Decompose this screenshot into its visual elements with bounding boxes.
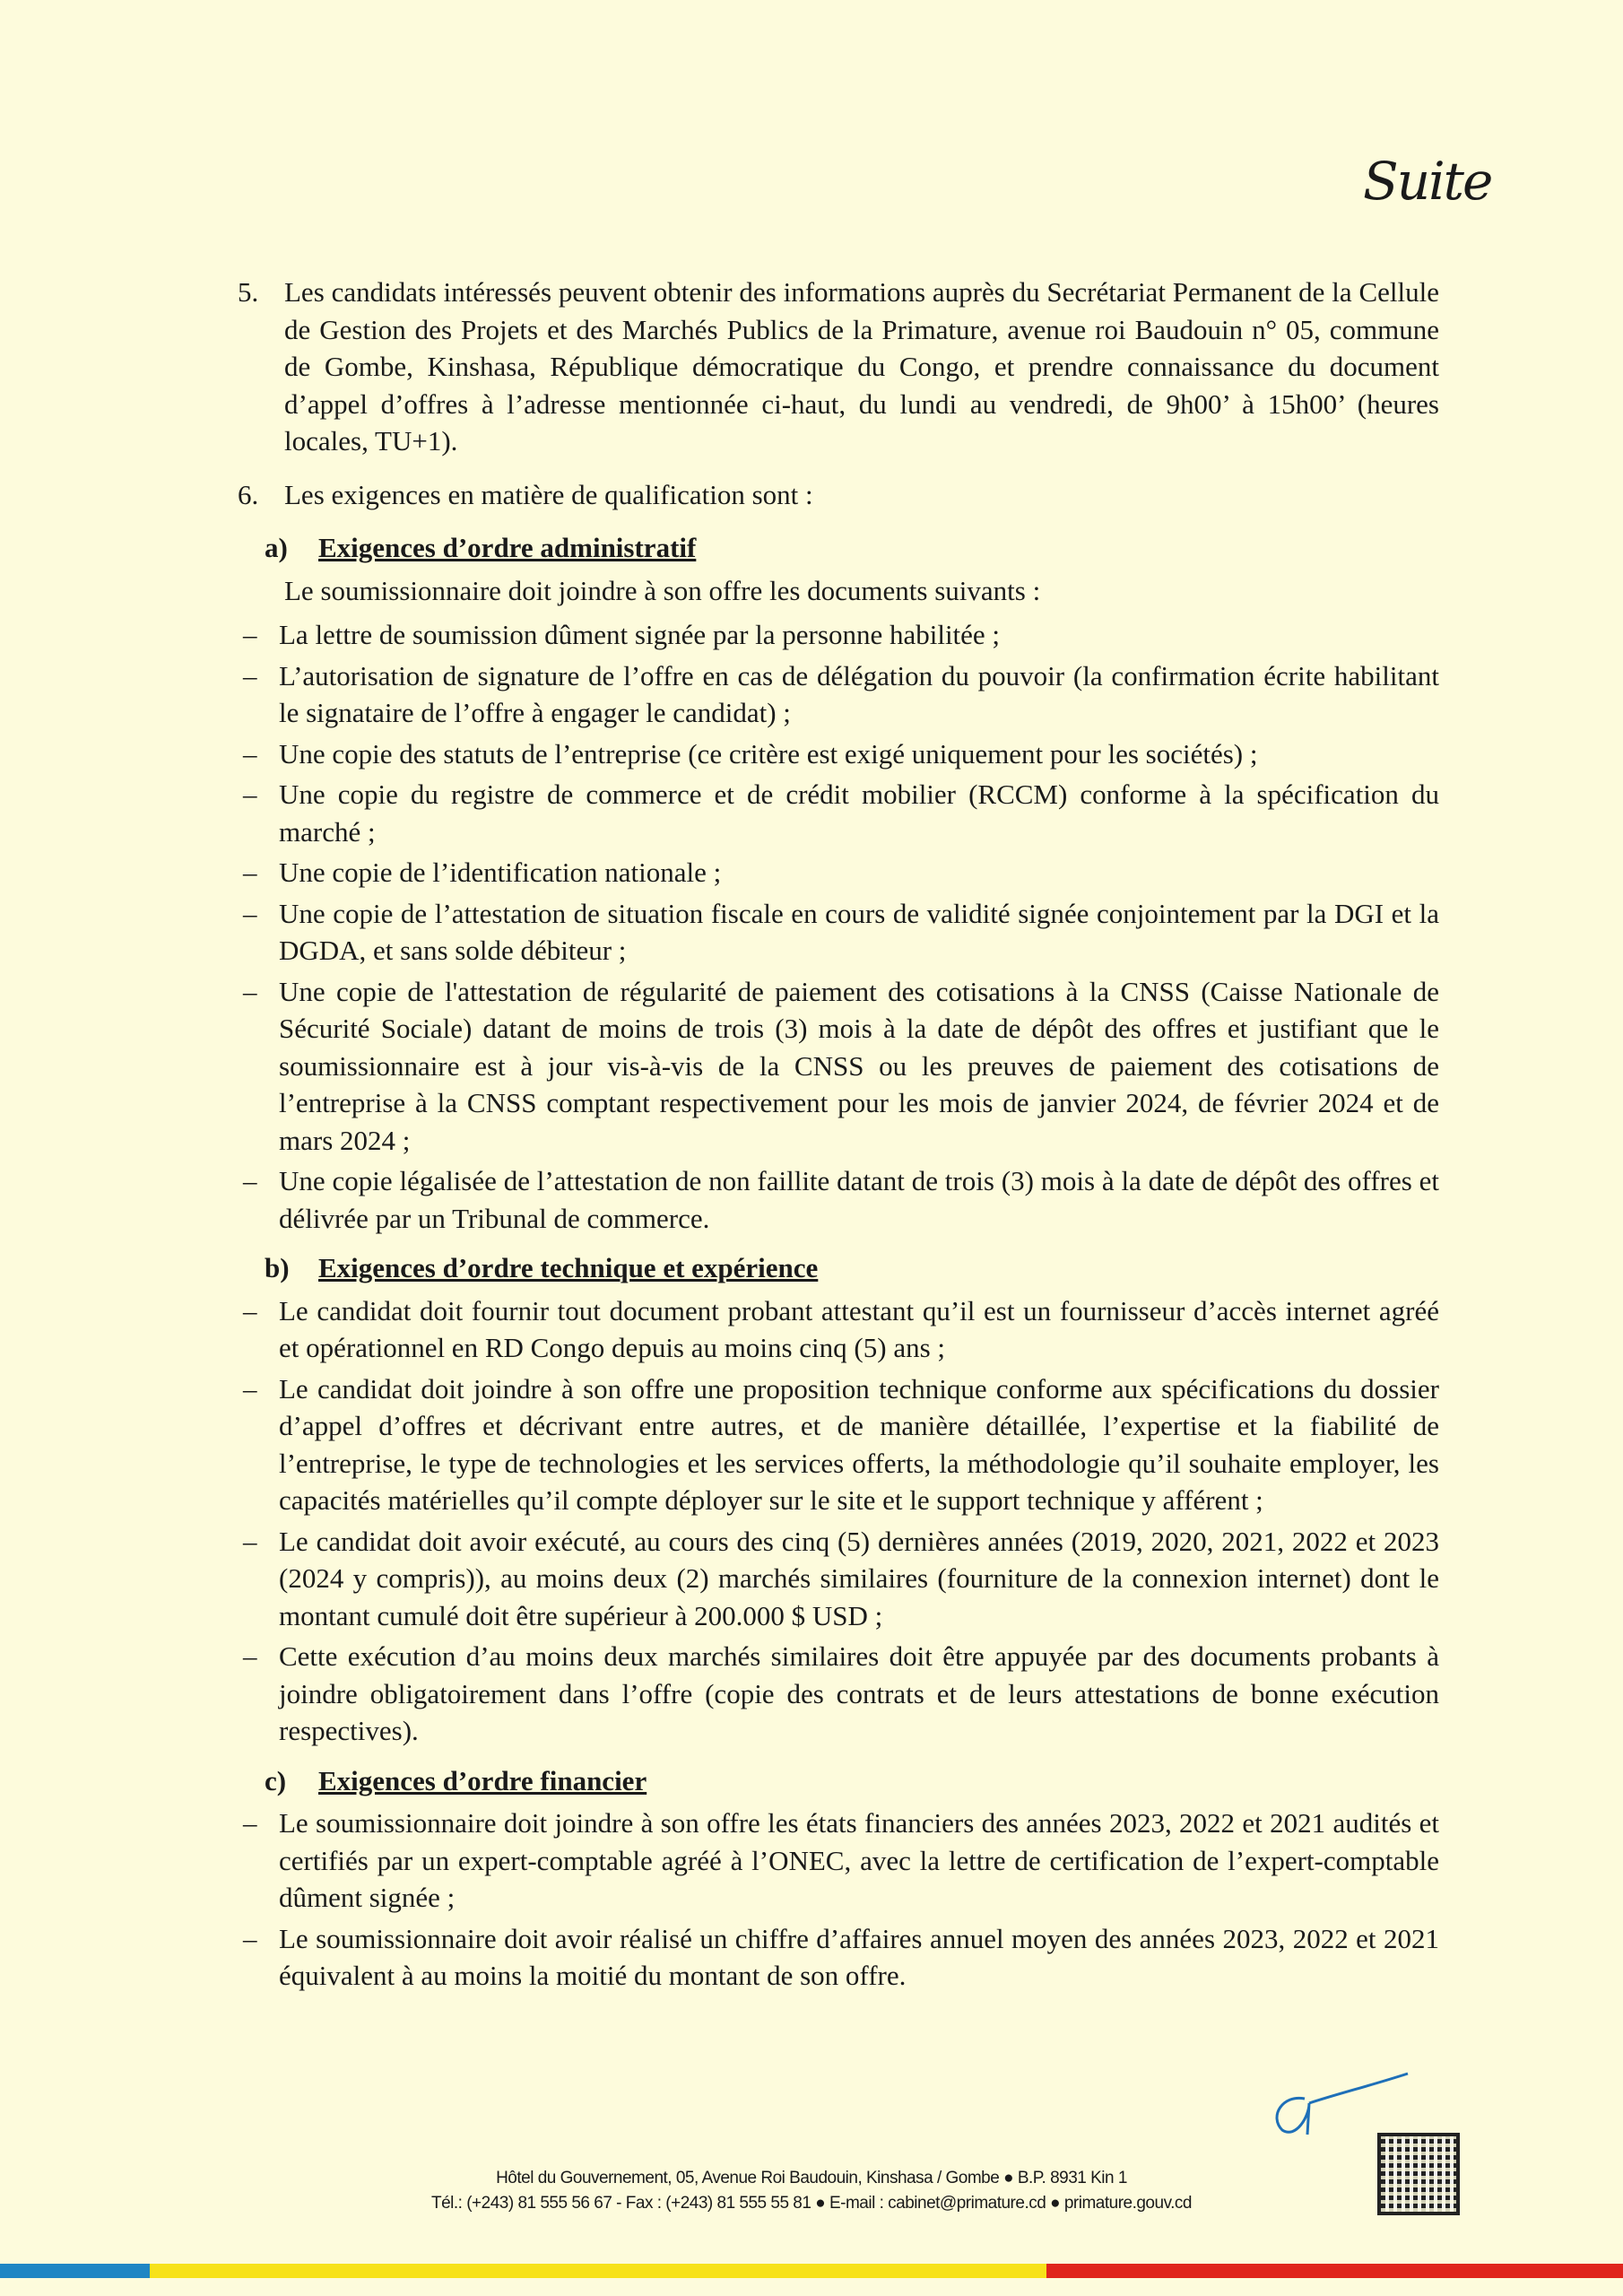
section-heading [265,529,1439,567]
item-5 [238,274,1439,460]
footer-address: Hôtel du Gouvernement, 05, Avenue Roi Baudouin, Kinshasa / Gombe ● B.P. 8931 Kin 1 [496,2169,1127,2187]
list-item-text: La lettre de soumission dûment signée par la personne habilitée ; [279,619,1001,650]
bullet-dash: – [243,897,257,929]
item-number: 5. [238,276,259,308]
list-item-text: Une copie du registre de commerce et de crédit mobilier (RCCM) conforme à la spécification du marché ; [279,778,1439,848]
list-item-text: Une copie de l’identification nationale ; [279,857,722,888]
list-item [238,854,1439,891]
bullet-dash: – [243,1165,257,1196]
bullet-dash: – [243,1294,257,1326]
section-letter: c) [265,1764,287,1796]
bullet-list [238,1292,1439,1750]
suite-label: Suite [1363,151,1492,212]
bullet-dash: – [243,1372,257,1405]
item-text: Les candidats intéressés peuvent obtenir des informations auprès du Secrétariat Permanent de la Cellule de Gestion des Projets et des Marchés Publics de la Primature, avenue roi Baudouin n° 05, commune de Gombe, Kinshasa, République démocratique du Congo, et prendre connaissance du document d’appel d’offres à l’adresse mentionnée ci-haut, du lundi au vendredi, de 9h00’ à 15h00’ (heures locales, TU+1). [284,276,1439,457]
list-item-text: Le candidat doit fournir tout document probant attestant qu’il est un fournisseur d’accès internet agréé et opérationnel en RD Congo depuis au moins cinq (5) ans ; [279,1294,1439,1363]
list-item [238,1920,1439,1995]
list-item-text: Le candidat doit joindre à son offre une proposition technique conforme aux spécifications du dossier d’appel d’offres et décrivant entre autres, et de manière détaillée, l’expertise et la fiabilité de l’entreprise, le type de technologies et les services offerts, la méthodologie qu’il souhaite employer, les capacités matérielles qu’il compte déployer sur le site et le support technique y afférent ; [279,1372,1439,1516]
list-item-text: Une copie de l’attestation de situation fiscale en cours de validité signée conjointement par la DGI et la DGDA, et sans solde débiteur ; [279,897,1439,966]
flag-stripe-red [1046,2264,1623,2278]
bullet-dash: – [243,778,257,810]
list-item-text: Une copie des statuts de l’entreprise (ce critère est exigé uniquement pour les sociétés) ; [279,737,1258,770]
qualification-sections [238,529,1439,1995]
list-item [238,1292,1439,1367]
list-item-text: Cette exécution d’au moins deux marchés similaires doit être appuyée par des documents probants à joindre obligatoirement dans l’offre (copie des contrats et de leurs attestations de bonne exécution respectives). [279,1640,1439,1746]
bullet-dash: – [243,1525,257,1557]
list-item-text: Le soumissionnaire doit joindre à son offre les états financiers des années 2023, 2022 et 2021 audités et certifiés par un expert-comptable agréé à l’ONEC, avec la lettre de certification de l’expert-comptable dûment signée ; [279,1807,1439,1913]
list-item-text: Le soumissionnaire doit avoir réalisé un chiffre d’affaires annuel moyen des années 2023, 2022 et 2021 équivalent à au moins la moitié du montant de son offre. [279,1922,1439,1991]
list-item [238,895,1439,970]
section-intro: Le soumissionnaire doit joindre à son offre les documents suivants : [284,574,1041,606]
bullet-dash: – [243,1640,257,1672]
bullet-dash: – [243,737,257,770]
item-6 [238,476,1439,514]
qr-code [1381,2136,1456,2212]
flag-stripe-blue [0,2264,150,2278]
bullet-list [238,1805,1439,1995]
section-letter: a) [265,532,288,563]
section-title: Exigences d’ordre technique et expérience [318,1252,819,1283]
item-text: Les exigences en matière de qualification sont : [284,478,813,510]
list-item-text: Le candidat doit avoir exécuté, au cours des cinq (5) dernières années (2019, 2020, 2021, 2022 et 2023 (2024 y compris)), au moins deux (2) marchés similaires (fourniture de la connexion internet) dont le montant cumulé doit être supérieur à 200.000 $ USD ; [279,1525,1439,1631]
list-item [238,973,1439,1160]
list-item [238,776,1439,850]
section-heading [265,1249,1439,1287]
list-item-text: Une copie de l'attestation de régularité de paiement des cotisations à la CNSS (Caisse Nationale de Sécurité Sociale) datant de moins de trois (3) mois à la date de dépôt des offres et justifiant que le soumissionnaire est à jour vis-à-vis de la CNSS ou les preuves de paiement des cotisations de l’entreprise à la CNSS comptant respectivement pour les mois de janvier 2024, de février 2024 et de mars 2024 ; [279,975,1439,1156]
list-item-text: L’autorisation de signature de l’offre en cas de délégation du pouvoir (la confirmation écrite habilitant le signataire de l’offre à engager le candidat) ; [279,659,1439,728]
bullet-dash: – [243,659,257,691]
footer [0,2166,1623,2216]
list-item [238,1805,1439,1917]
flag-stripe-yellow [150,2264,1046,2278]
bullet-dash: – [243,975,257,1007]
list-item [238,1370,1439,1519]
list-item [238,1162,1439,1237]
bullet-dash: – [243,1807,257,1839]
bullet-dash: – [243,619,257,650]
document-body [238,274,1439,1998]
footer-contact: Tél.: (+243) 81 555 56 67 - Fax : (+243) 81 555 55 81 ● E-mail : cabinet@primature.cd ● primature.gouv.cd [430,2194,1192,2213]
list-item [238,735,1439,773]
section-heading [265,1762,1439,1800]
section-title: Exigences d’ordre financier [318,1764,647,1796]
list-item [238,657,1439,732]
section-letter: b) [265,1252,290,1283]
bullet-list [238,616,1439,1237]
list-item [238,616,1439,654]
list-item [238,1523,1439,1635]
bullet-dash: – [243,1922,257,1954]
list-item-text: Une copie légalisée de l’attestation de non faillite datant de trois (3) mois à la date de dépôt des offres et délivrée par un Tribunal de commerce. [279,1165,1439,1234]
section-title: Exigences d’ordre administratif [318,532,697,563]
signature-initials [1255,2063,1417,2144]
list-item [238,1638,1439,1750]
item-number: 6. [238,478,259,510]
bullet-dash: – [243,857,257,888]
